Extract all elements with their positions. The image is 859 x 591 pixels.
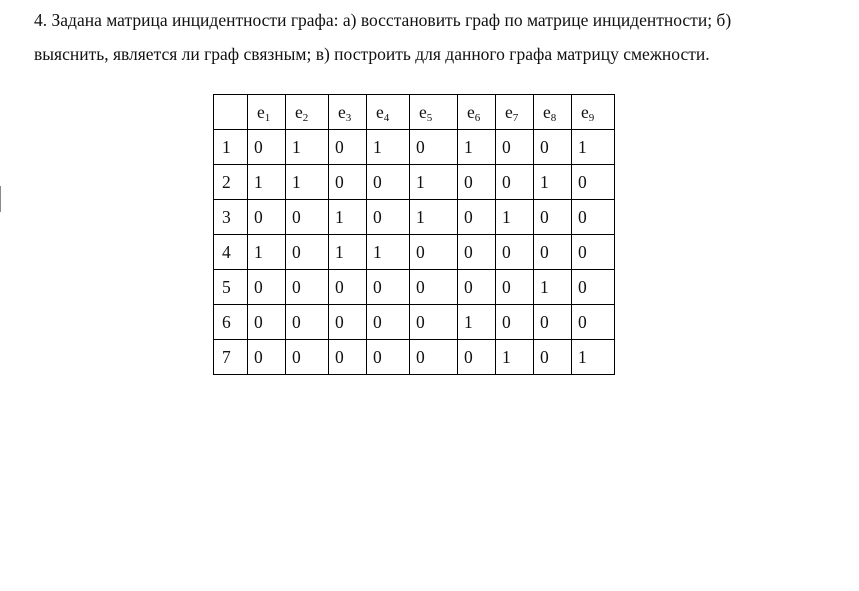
matrix-cell: 1 (410, 200, 458, 235)
table-row (214, 200, 615, 235)
matrix-cell: 1 (248, 235, 286, 270)
edge-letter: e (581, 101, 589, 122)
matrix-cell: 0 (496, 305, 534, 340)
problem-line-1: 4. Задана матрица инцидентности графа: а) восстановить граф по матрице инцидентности; б) (34, 10, 732, 30)
matrix-cell: 0 (367, 270, 410, 305)
matrix-cell: 0 (367, 305, 410, 340)
matrix-cell: 1 (496, 200, 534, 235)
matrix-cell: 0 (458, 165, 496, 200)
edge-header-e8 (534, 95, 572, 130)
matrix-cell: 0 (534, 200, 572, 235)
matrix-cell: 0 (534, 340, 572, 375)
matrix-cell: 1 (286, 130, 329, 165)
matrix-cell: 0 (534, 305, 572, 340)
edge-index: 6 (474, 111, 481, 124)
matrix-cell: 1 (367, 130, 410, 165)
edge-header-e1 (248, 95, 286, 130)
vertex-label: 1 (214, 130, 248, 165)
matrix-cell: 0 (367, 200, 410, 235)
edge-header-e4 (367, 95, 410, 130)
table-header-row (214, 95, 615, 130)
table-row (214, 235, 615, 270)
matrix-cell: 0 (534, 130, 572, 165)
matrix-cell: 1 (410, 165, 458, 200)
matrix-cell: 0 (496, 270, 534, 305)
edge-index: 9 (588, 111, 595, 124)
matrix-cell: 0 (410, 340, 458, 375)
table-row (214, 340, 615, 375)
matrix-cell: 0 (329, 270, 367, 305)
matrix-cell: 0 (458, 340, 496, 375)
matrix-cell: 0 (410, 130, 458, 165)
edge-index: 5 (426, 111, 433, 124)
matrix-cell: 0 (410, 235, 458, 270)
matrix-cell: 0 (286, 235, 329, 270)
matrix-cell: 0 (572, 200, 615, 235)
matrix-cell: 1 (458, 305, 496, 340)
matrix-cell: 0 (286, 340, 329, 375)
matrix-cell: 0 (329, 130, 367, 165)
edge-index: 4 (383, 111, 390, 124)
edge-letter: e (419, 101, 427, 122)
edge-header-e3 (329, 95, 367, 130)
edge-index: 3 (345, 111, 352, 124)
matrix-cell: 0 (329, 305, 367, 340)
matrix-cell: 0 (572, 305, 615, 340)
table-row (214, 270, 615, 305)
matrix-cell: 1 (496, 340, 534, 375)
table-row (214, 130, 615, 165)
matrix-cell: 0 (496, 165, 534, 200)
matrix-cell: 1 (534, 270, 572, 305)
edge-header-e7 (496, 95, 534, 130)
corner-cell (214, 95, 248, 130)
matrix-cell: 0 (248, 305, 286, 340)
vertex-label: 2 (214, 165, 248, 200)
edge-letter: e (467, 101, 475, 122)
matrix-cell: 0 (329, 340, 367, 375)
edge-letter: e (257, 101, 265, 122)
edge-header-e9 (572, 95, 615, 130)
matrix-cell: 0 (458, 200, 496, 235)
vertex-label: 7 (214, 340, 248, 375)
matrix-cell: 0 (572, 235, 615, 270)
matrix-cell: 1 (286, 165, 329, 200)
matrix-cell: 0 (329, 165, 367, 200)
matrix-cell: 0 (248, 200, 286, 235)
vertex-label: 6 (214, 305, 248, 340)
problem-line-2: выяснить, является ли граф связным; в) построить для данного графа матрицу смежности. (34, 44, 710, 64)
matrix-cell: 1 (572, 340, 615, 375)
vertex-label: 5 (214, 270, 248, 305)
matrix-cell: 0 (496, 130, 534, 165)
matrix-cell: 0 (496, 235, 534, 270)
matrix-cell: 1 (458, 130, 496, 165)
vertex-label: 4 (214, 235, 248, 270)
edge-letter: e (376, 101, 384, 122)
incidence-matrix-table (213, 94, 615, 375)
edge-header-e5 (410, 95, 458, 130)
matrix-cell: 0 (534, 235, 572, 270)
matrix-cell: 0 (286, 270, 329, 305)
matrix-cell: 0 (410, 270, 458, 305)
table-row (214, 165, 615, 200)
edge-header-e6 (458, 95, 496, 130)
margin-divider (0, 186, 1, 212)
matrix-cell: 1 (248, 165, 286, 200)
edge-letter: e (338, 101, 346, 122)
matrix-cell: 0 (572, 270, 615, 305)
matrix-cell: 0 (248, 130, 286, 165)
vertex-label: 3 (214, 200, 248, 235)
matrix-cell: 0 (248, 270, 286, 305)
edge-index: 2 (302, 111, 309, 124)
edge-index: 8 (550, 111, 557, 124)
matrix-cell: 0 (248, 340, 286, 375)
matrix-cell: 0 (458, 270, 496, 305)
edge-index: 1 (264, 111, 271, 124)
edge-letter: e (295, 101, 303, 122)
matrix-cell: 1 (329, 200, 367, 235)
matrix-cell: 0 (286, 305, 329, 340)
problem-statement (34, 3, 834, 71)
edge-letter: e (505, 101, 513, 122)
matrix-cell: 0 (410, 305, 458, 340)
edge-index: 7 (512, 111, 519, 124)
edge-letter: e (543, 101, 551, 122)
matrix-cell: 0 (367, 165, 410, 200)
matrix-cell: 0 (367, 340, 410, 375)
edge-header-e2 (286, 95, 329, 130)
matrix-cell: 0 (572, 165, 615, 200)
matrix-cell: 1 (572, 130, 615, 165)
matrix-cell: 0 (458, 235, 496, 270)
matrix-cell: 1 (367, 235, 410, 270)
matrix-cell: 1 (329, 235, 367, 270)
matrix-cell: 1 (534, 165, 572, 200)
table-row (214, 305, 615, 340)
matrix-cell: 0 (286, 200, 329, 235)
